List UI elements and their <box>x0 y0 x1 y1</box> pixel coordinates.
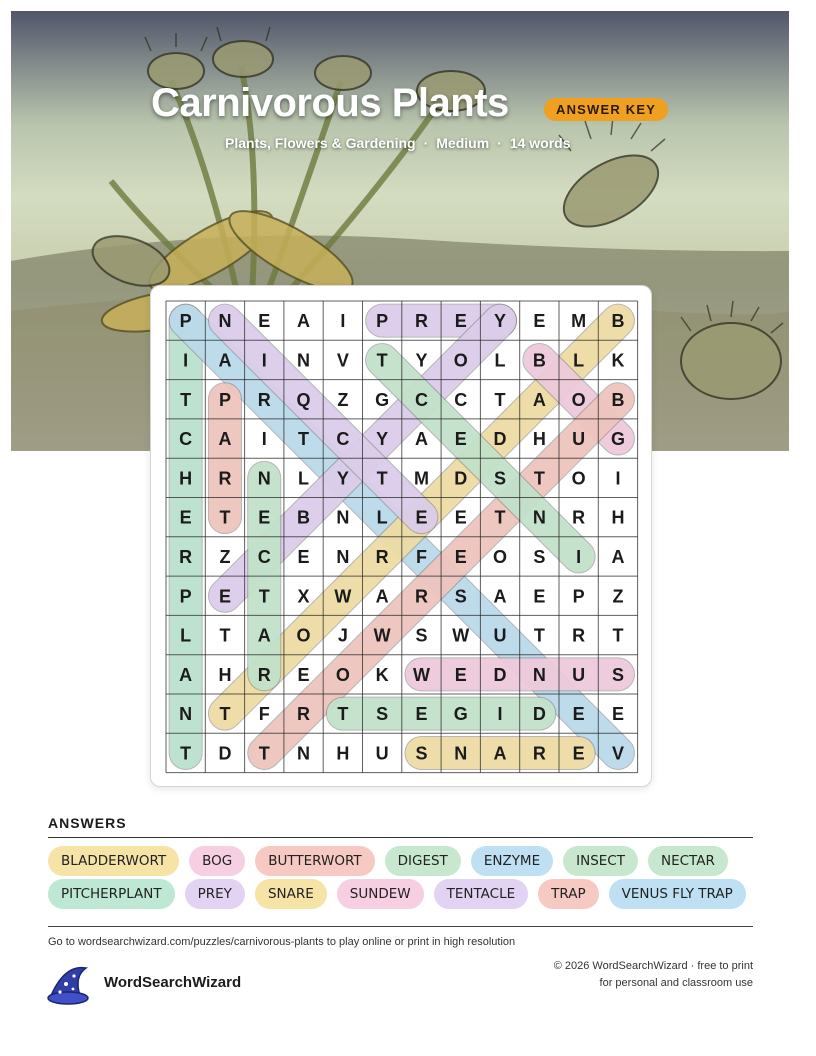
answer-word-chip: SNARE <box>255 879 327 909</box>
answer-word-chip: TRAP <box>538 879 598 909</box>
grid-letter[interactable]: P <box>179 586 192 607</box>
letter-grid <box>151 286 651 786</box>
grid-letter[interactable]: B <box>611 389 625 410</box>
grid-letter[interactable]: P <box>218 389 231 410</box>
grid-letter[interactable]: E <box>415 704 428 725</box>
grid-letter[interactable]: H <box>532 429 546 450</box>
grid-letter[interactable]: T <box>376 350 388 371</box>
grid-letter[interactable]: N <box>297 743 311 764</box>
grid-letter[interactable]: U <box>375 743 389 764</box>
grid-letter[interactable]: C <box>414 389 428 410</box>
grid-letter[interactable]: F <box>415 546 427 567</box>
grid-letter[interactable]: E <box>454 664 467 685</box>
grid-letter[interactable]: R <box>572 625 586 646</box>
grid-letter[interactable]: W <box>412 664 430 685</box>
grid-letter[interactable]: U <box>493 625 507 646</box>
grid-letter[interactable]: T <box>612 625 624 646</box>
answer-word-chip: BOG <box>189 846 245 876</box>
grid-letter[interactable]: A <box>218 429 232 450</box>
grid-letter[interactable]: L <box>376 507 388 528</box>
grid-letter[interactable]: G <box>375 389 390 410</box>
grid-letter[interactable]: T <box>337 704 349 725</box>
answers-heading: ANSWERS <box>48 815 127 831</box>
grid-letter[interactable]: O <box>453 350 468 371</box>
grid-letter[interactable]: N <box>257 468 271 489</box>
answer-word-chip: ENZYME <box>471 846 553 876</box>
grid-letter[interactable]: O <box>571 468 586 489</box>
grid-letter[interactable]: S <box>376 704 389 725</box>
grid-letter[interactable]: A <box>375 586 389 607</box>
answer-word-chip: PREY <box>185 879 245 909</box>
grid-letter[interactable]: E <box>572 743 585 764</box>
puzzle-grid-card <box>150 285 652 787</box>
grid-letter[interactable]: E <box>258 311 271 332</box>
grid-letter[interactable]: R <box>179 546 193 567</box>
grid-letter[interactable]: M <box>413 468 429 489</box>
grid-letter[interactable]: A <box>218 350 232 371</box>
grid-letter[interactable]: Y <box>376 429 389 450</box>
grid-letter[interactable]: R <box>414 586 428 607</box>
grid-letter[interactable]: E <box>572 704 585 725</box>
grid-letter[interactable]: E <box>454 507 467 528</box>
grid-letter[interactable]: C <box>454 389 468 410</box>
answer-word-chip: BUTTERWORT <box>255 846 374 876</box>
grid-letter[interactable]: T <box>494 389 506 410</box>
copyright-notice: © 2026 WordSearchWizard · free to print for personal and classroom use <box>553 960 753 989</box>
grid-letter[interactable]: N <box>336 507 350 528</box>
grid-letter[interactable]: O <box>296 625 311 646</box>
grid-letter[interactable]: R <box>257 664 271 685</box>
grid-letter[interactable]: Y <box>494 311 507 332</box>
footer-link[interactable]: Go to wordsearchwizard.com/puzzles/carnivorous-plants to play online or print in high resolution <box>48 936 516 948</box>
grid-letter[interactable]: E <box>258 507 271 528</box>
grid-letter[interactable]: E <box>454 311 467 332</box>
grid-letter[interactable]: C <box>336 429 350 450</box>
answer-word-chip: DIGEST <box>385 846 461 876</box>
grid-letter[interactable]: J <box>337 625 348 646</box>
grid-letter[interactable]: U <box>572 429 586 450</box>
grid-letter[interactable]: A <box>532 389 546 410</box>
answer-word-chip: PITCHERPLANT <box>48 879 175 909</box>
grid-letter[interactable]: K <box>375 664 389 685</box>
grid-letter[interactable]: N <box>532 507 546 528</box>
grid-letter[interactable]: L <box>573 350 585 371</box>
grid-letter[interactable]: B <box>297 507 311 528</box>
grid-letter[interactable]: D <box>218 743 232 764</box>
grid-letter[interactable]: K <box>611 350 625 371</box>
grid-letter[interactable]: H <box>336 743 350 764</box>
grid-letter[interactable]: E <box>415 507 428 528</box>
grid-letter[interactable]: R <box>414 311 428 332</box>
grid-letter[interactable]: A <box>493 743 507 764</box>
grid-letter[interactable]: E <box>533 311 546 332</box>
grid-letter[interactable]: D <box>493 429 507 450</box>
grid-letter[interactable]: R <box>532 743 546 764</box>
grid-letter[interactable]: I <box>261 429 267 450</box>
grid-letter[interactable]: O <box>571 389 586 410</box>
grid-letter[interactable]: R <box>572 507 586 528</box>
puzzle-meta: Plants, Flowers & Gardening · Medium · 14 words <box>225 135 571 151</box>
grid-letter[interactable]: R <box>375 546 389 567</box>
grid-letter[interactable]: A <box>414 429 428 450</box>
divider <box>48 926 753 927</box>
grid-letter[interactable]: U <box>572 664 586 685</box>
grid-letter[interactable]: Y <box>415 350 428 371</box>
grid-letter[interactable]: Y <box>336 468 349 489</box>
wizard-hat-icon <box>46 962 92 1006</box>
grid-letter[interactable]: H <box>179 468 193 489</box>
answer-word-list <box>48 846 768 912</box>
grid-letter[interactable]: T <box>258 743 270 764</box>
grid-letter[interactable]: W <box>334 586 352 607</box>
difficulty-label: Medium <box>436 135 490 151</box>
grid-letter[interactable]: T <box>298 429 310 450</box>
grid-letter[interactable]: Q <box>296 389 311 410</box>
grid-letter[interactable]: A <box>257 625 271 646</box>
grid-letter[interactable]: I <box>261 350 267 371</box>
grid-letter[interactable]: V <box>611 743 624 764</box>
grid-letter[interactable]: T <box>180 389 192 410</box>
answer-word-chip: NECTAR <box>648 846 728 876</box>
grid-letter[interactable]: S <box>454 586 467 607</box>
grid-letter[interactable]: E <box>454 546 467 567</box>
grid-letter[interactable]: I <box>183 350 189 371</box>
grid-letter[interactable]: T <box>258 586 270 607</box>
grid-letter[interactable]: G <box>453 704 468 725</box>
grid-letter[interactable]: Z <box>337 389 349 410</box>
grid-letter[interactable]: P <box>376 311 389 332</box>
grid-letter[interactable]: E <box>297 664 310 685</box>
grid-letter[interactable]: T <box>219 625 231 646</box>
grid-letter[interactable]: T <box>180 743 192 764</box>
grid-letter[interactable]: N <box>297 350 311 371</box>
grid-letter[interactable]: R <box>257 389 271 410</box>
grid-letter[interactable]: X <box>297 586 310 607</box>
grid-letter[interactable]: C <box>257 546 271 567</box>
answer-word-chip: TENTACLE <box>434 879 529 909</box>
grid-letter[interactable]: Z <box>612 586 624 607</box>
answer-word-chip: INSECT <box>563 846 638 876</box>
word-count-label: 14 words <box>509 135 571 151</box>
grid-letter[interactable]: T <box>219 704 231 725</box>
grid-letter[interactable]: I <box>340 311 346 332</box>
grid-letter[interactable]: W <box>452 625 470 646</box>
grid-letter[interactable]: D <box>454 468 468 489</box>
grid-letter[interactable]: G <box>610 429 625 450</box>
grid-letter[interactable]: P <box>572 586 585 607</box>
grid-letter[interactable]: I <box>576 546 582 567</box>
grid-letter[interactable]: T <box>494 507 506 528</box>
grid-letter[interactable]: D <box>493 664 507 685</box>
grid-letter[interactable]: N <box>179 704 193 725</box>
grid-letter[interactable]: N <box>532 664 546 685</box>
grid-letter[interactable]: C <box>179 429 193 450</box>
grid-letter[interactable]: P <box>179 311 192 332</box>
grid-letter[interactable]: N <box>336 546 350 567</box>
grid-letter[interactable]: D <box>532 704 546 725</box>
grid-letter[interactable]: S <box>533 546 546 567</box>
grid-letter[interactable]: L <box>298 468 310 489</box>
grid-letter[interactable]: N <box>454 743 468 764</box>
grid-letter[interactable]: R <box>218 468 232 489</box>
grid-letter[interactable]: Z <box>219 546 231 567</box>
grid-letter[interactable]: E <box>533 586 546 607</box>
grid-letter[interactable]: F <box>258 704 270 725</box>
brand-name[interactable]: WordSearchWizard <box>104 974 242 991</box>
grid-letter[interactable]: A <box>297 311 311 332</box>
grid-letter[interactable]: S <box>415 743 428 764</box>
grid-letter[interactable]: E <box>218 586 231 607</box>
grid-letter[interactable]: E <box>179 507 192 528</box>
grid-letter[interactable]: I <box>615 468 621 489</box>
grid-letter[interactable]: V <box>336 350 349 371</box>
page-title: Carnivorous Plants <box>151 81 509 125</box>
grid-letter[interactable]: T <box>533 468 545 489</box>
answer-word-chip: VENUS FLY TRAP <box>609 879 746 909</box>
answer-word-chip: SUNDEW <box>337 879 424 909</box>
grid-letter[interactable]: W <box>373 625 391 646</box>
grid-letter[interactable]: O <box>335 664 350 685</box>
grid-letter[interactable]: E <box>454 429 467 450</box>
answer-key-badge: ANSWER KEY <box>544 98 668 121</box>
grid-letter[interactable]: S <box>494 468 507 489</box>
grid-letter[interactable]: E <box>297 546 310 567</box>
grid-letter[interactable]: L <box>180 625 192 646</box>
grid-letter[interactable]: A <box>179 664 193 685</box>
grid-letter[interactable]: I <box>497 704 503 725</box>
grid-letter[interactable]: T <box>533 625 545 646</box>
grid-letter[interactable]: B <box>532 350 546 371</box>
grid-letter[interactable]: M <box>571 311 587 332</box>
grid-letter[interactable]: S <box>611 664 624 685</box>
grid-letter[interactable]: H <box>218 664 232 685</box>
grid-letter[interactable]: T <box>376 468 388 489</box>
grid-letter[interactable]: H <box>611 507 625 528</box>
divider <box>48 837 753 838</box>
grid-letter[interactable]: B <box>611 311 625 332</box>
answer-word-chip: BLADDERWORT <box>48 846 179 876</box>
grid-letter[interactable]: N <box>218 311 232 332</box>
grid-letter[interactable]: R <box>297 704 311 725</box>
grid-letter[interactable]: O <box>493 546 508 567</box>
grid-letter[interactable]: L <box>494 350 506 371</box>
grid-letter[interactable]: A <box>493 586 507 607</box>
grid-letter[interactable]: E <box>611 704 624 725</box>
grid-letter[interactable]: T <box>219 507 231 528</box>
grid-letter[interactable]: A <box>611 546 625 567</box>
grid-letter[interactable]: S <box>415 625 428 646</box>
category-label: Plants, Flowers & Gardening <box>225 135 416 151</box>
